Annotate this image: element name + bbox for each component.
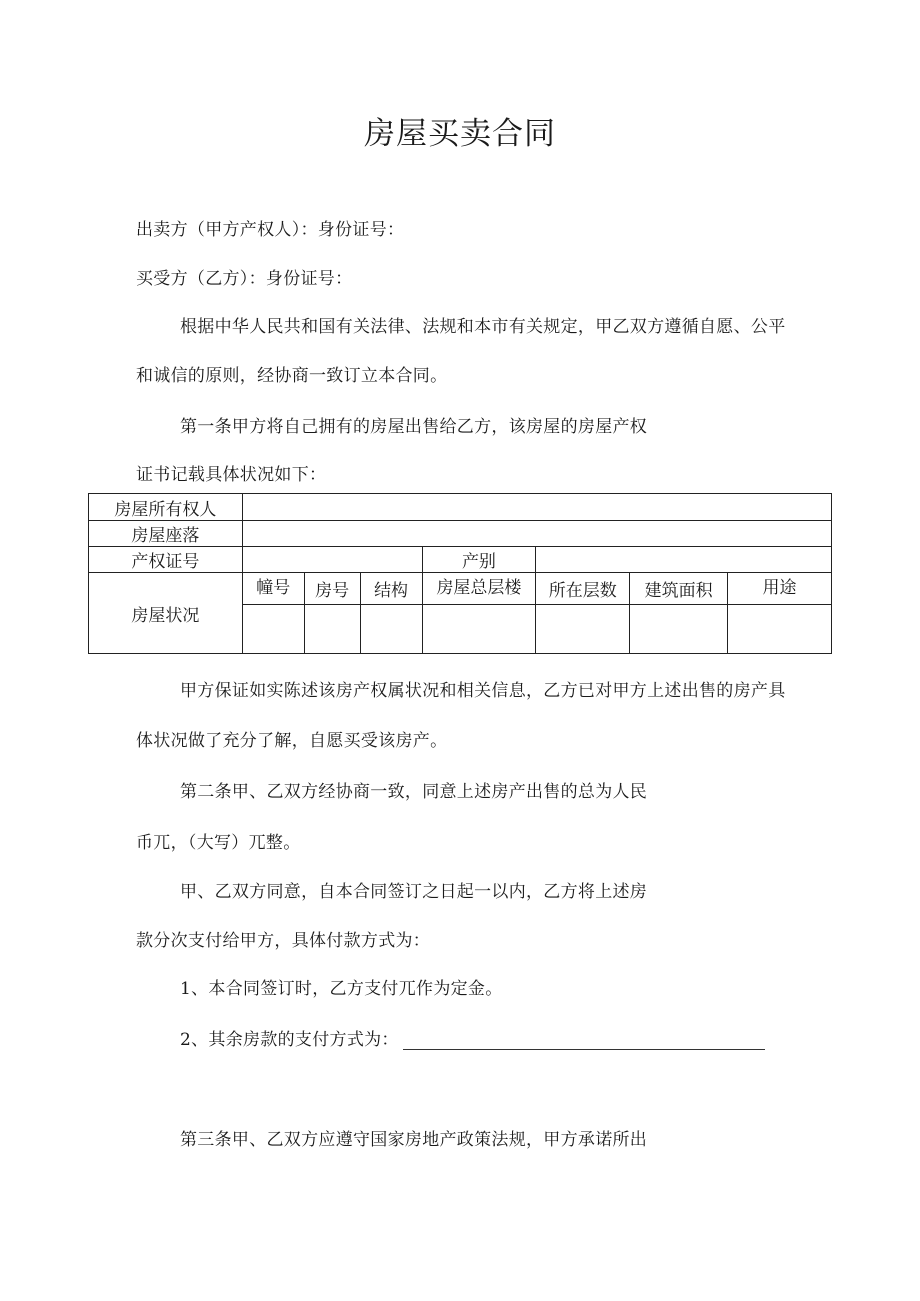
room-no-value [304, 605, 360, 654]
location-label-cell: 房屋座落 [89, 521, 243, 547]
article3-line-1: 第三条甲、乙双方应遵守国家房地产政策法规，甲方承诺所出 [180, 1130, 648, 1150]
usage-header: 用途 [728, 573, 832, 605]
table-row [89, 547, 832, 573]
area-header: 建筑面积 [630, 573, 728, 605]
floor-value [536, 605, 630, 654]
area-value [630, 605, 728, 654]
usage-value [728, 605, 832, 654]
owner-label-cell: 房屋所有权人 [89, 494, 243, 521]
article2-line-4: 款分次支付给甲方，具体付款方式为： [136, 931, 431, 951]
payment-item-2-text: 2、其余房款的支付方式为： [180, 1030, 399, 1050]
guarantee-line-1: 甲方保证如实陈述该房产权属状况和相关信息，乙方已对甲方上述出售的房产具 [180, 681, 786, 701]
seller-line: 出卖方（甲方产权人）：身份证号： [136, 220, 405, 240]
payment-item-2 [180, 1025, 765, 1050]
type-label-cell: 产别 [422, 547, 536, 573]
structure-value [360, 605, 422, 654]
payment-item-1: 1、本合同签订时，乙方支付兀作为定金。 [180, 979, 503, 999]
payment-method-blank [403, 1031, 765, 1050]
cert-value-cell [242, 547, 422, 573]
preamble-line-2: 和诚信的原则，经协商一致订立本合同。 [136, 366, 448, 386]
cert-label-cell: 产权证号 [89, 547, 243, 573]
table-row [89, 521, 832, 547]
article2-line-1: 第二条甲、乙双方经协商一致，同意上述房产出售的总为人民 [180, 782, 648, 802]
total-floors-header: 房屋总层楼 [422, 573, 536, 605]
building-no-header: 幢号 [242, 573, 304, 605]
type-value-cell [536, 547, 832, 573]
property-info-table [88, 493, 832, 654]
document-title: 房屋买卖合同 [364, 116, 556, 152]
structure-header: 结构 [360, 573, 422, 605]
location-value-cell [242, 521, 831, 547]
article2-line-3: 甲、乙双方同意，自本合同签订之日起一以内，乙方将上述房 [180, 882, 648, 902]
room-no-header: 房号 [304, 573, 360, 605]
article1-line-2: 证书记载具体状况如下： [136, 465, 327, 485]
status-label-cell: 房屋状况 [89, 573, 243, 654]
preamble-line-1: 根据中华人民共和国有关法律、法规和本市有关规定，甲乙双方遵循自愿、公平 [180, 317, 786, 337]
owner-value-cell [242, 494, 831, 521]
article2-line-2: 币兀，（大写）兀整。 [136, 833, 301, 853]
article1-line-1: 第一条甲方将自己拥有的房屋出售给乙方，该房屋的房屋产权 [180, 417, 648, 437]
guarantee-line-2: 体状况做了充分了解，自愿买受该房产。 [136, 731, 448, 751]
building-no-value [242, 605, 304, 654]
table-row [89, 573, 832, 605]
table-row [89, 494, 832, 521]
floor-header: 所在层数 [536, 573, 630, 605]
buyer-line: 买受方（乙方）：身份证号： [136, 269, 353, 289]
total-floors-value [422, 605, 536, 654]
